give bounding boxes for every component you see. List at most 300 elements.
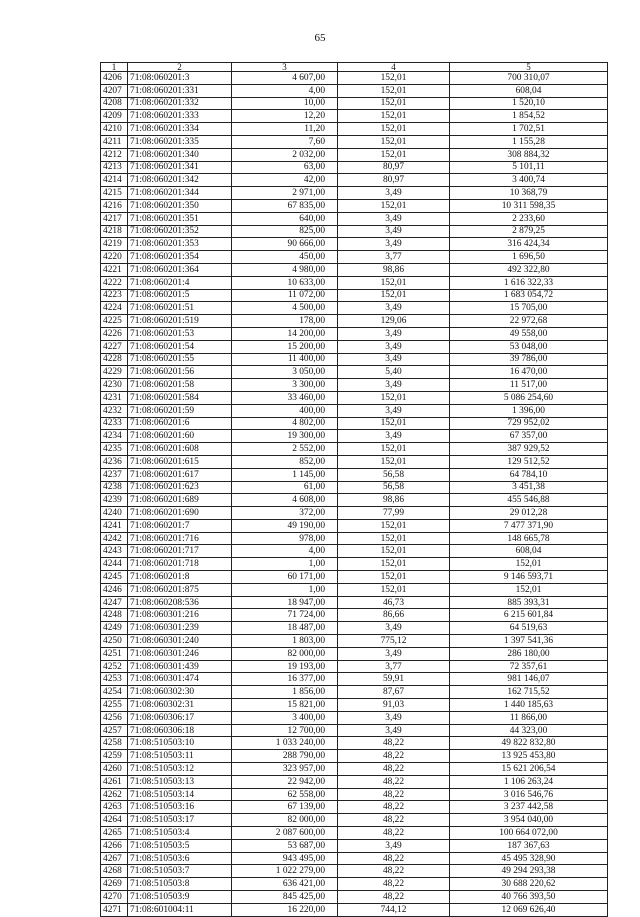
area-cell: 19 193,00: [232, 660, 338, 673]
cadastral-number-cell: 71:08:060201:690: [128, 507, 232, 520]
cadastral-number-cell: 71:08:060201:55: [128, 353, 232, 366]
value-cell: 492 322,80: [450, 263, 608, 276]
row-number-cell: 4216: [101, 199, 128, 212]
table-row: [101, 558, 608, 571]
area-cell: 82 000,00: [232, 647, 338, 660]
area-cell: 825,00: [232, 225, 338, 238]
cadastral-number-cell: 71:08:060302:30: [128, 686, 232, 699]
area-cell: 71 724,00: [232, 609, 338, 622]
area-cell: 323 957,00: [232, 763, 338, 776]
cadastral-number-cell: 71:08:510503:16: [128, 801, 232, 814]
rate-cell: 48,22: [338, 801, 450, 814]
area-cell: 2 087 600,00: [232, 827, 338, 840]
row-number-cell: 4222: [101, 276, 128, 289]
rate-cell: 46,73: [338, 596, 450, 609]
value-cell: 67 357,00: [450, 430, 608, 443]
row-number-cell: 4210: [101, 123, 128, 136]
cadastral-number-cell: 71:08:060201:623: [128, 481, 232, 494]
cadastral-number-cell: 71:08:060201:350: [128, 199, 232, 212]
table-row: [101, 519, 608, 532]
area-cell: 53 687,00: [232, 839, 338, 852]
area-cell: 67 835,00: [232, 199, 338, 212]
row-number-cell: 4249: [101, 622, 128, 635]
rate-cell: 152,01: [338, 135, 450, 148]
area-cell: 18 947,00: [232, 596, 338, 609]
area-cell: 2 971,00: [232, 187, 338, 200]
row-number-cell: 4229: [101, 366, 128, 379]
table-row: [101, 404, 608, 417]
area-cell: 372,00: [232, 507, 338, 520]
table-row: [101, 852, 608, 865]
value-cell: 1 616 322,33: [450, 276, 608, 289]
rate-cell: 48,22: [338, 737, 450, 750]
rate-cell: 48,22: [338, 763, 450, 776]
table-row: [101, 583, 608, 596]
row-number-cell: 4217: [101, 212, 128, 225]
rate-cell: 86,66: [338, 609, 450, 622]
area-cell: 14 200,00: [232, 327, 338, 340]
rate-cell: 87,67: [338, 686, 450, 699]
cadastral-number-cell: 71:08:060201:5: [128, 289, 232, 302]
rate-cell: 91,03: [338, 699, 450, 712]
row-number-cell: 4243: [101, 545, 128, 558]
area-cell: 2 032,00: [232, 148, 338, 161]
area-cell: 978,00: [232, 532, 338, 545]
table-row: [101, 225, 608, 238]
cadastral-number-cell: 71:08:060201:6: [128, 417, 232, 430]
area-cell: 845 425,00: [232, 891, 338, 904]
area-cell: 16 377,00: [232, 673, 338, 686]
table-row: [101, 814, 608, 827]
area-cell: 852,00: [232, 455, 338, 468]
rate-cell: 744,12: [338, 903, 450, 916]
rate-cell: 48,22: [338, 750, 450, 763]
area-cell: 49 190,00: [232, 519, 338, 532]
table-row: [101, 878, 608, 891]
area-cell: 1 022 279,00: [232, 865, 338, 878]
rate-cell: 152,01: [338, 391, 450, 404]
row-number-cell: 4263: [101, 801, 128, 814]
rate-cell: 77,99: [338, 507, 450, 520]
value-cell: 455 546,88: [450, 494, 608, 507]
table-row: [101, 481, 608, 494]
value-cell: 608,04: [450, 84, 608, 97]
area-cell: 62 558,00: [232, 788, 338, 801]
rate-cell: 152,01: [338, 417, 450, 430]
rate-cell: 152,01: [338, 72, 450, 85]
value-cell: 22 972,68: [450, 315, 608, 328]
row-number-cell: 4220: [101, 251, 128, 264]
table-row: [101, 199, 608, 212]
rate-cell: 3,49: [338, 404, 450, 417]
area-cell: 640,00: [232, 212, 338, 225]
rate-cell: 80,97: [338, 174, 450, 187]
area-cell: 943 495,00: [232, 852, 338, 865]
cadastral-number-cell: 71:08:060201:335: [128, 135, 232, 148]
row-number-cell: 4254: [101, 686, 128, 699]
value-cell: 3 451,38: [450, 481, 608, 494]
table-row: [101, 699, 608, 712]
table-row: [101, 123, 608, 136]
area-cell: 90 666,00: [232, 238, 338, 251]
row-number-cell: 4214: [101, 174, 128, 187]
value-cell: 100 664 072,00: [450, 827, 608, 840]
cadastral-number-cell: 71:08:510503:4: [128, 827, 232, 840]
value-cell: 1 440 185,63: [450, 699, 608, 712]
row-number-cell: 4258: [101, 737, 128, 750]
value-cell: 1 106 263,24: [450, 775, 608, 788]
table-row: [101, 609, 608, 622]
cadastral-number-cell: 71:08:060301:240: [128, 635, 232, 648]
cadastral-number-cell: 71:08:060201:59: [128, 404, 232, 417]
table-row: [101, 647, 608, 660]
area-cell: 61,00: [232, 481, 338, 494]
cadastral-number-cell: 71:08:060201:331: [128, 84, 232, 97]
cadastral-number-cell: 71:08:060201:334: [128, 123, 232, 136]
rate-cell: 129,06: [338, 315, 450, 328]
cadastral-number-cell: 71:08:060201:364: [128, 263, 232, 276]
value-cell: 316 424,34: [450, 238, 608, 251]
cadastral-number-cell: 71:08:060201:4: [128, 276, 232, 289]
value-cell: 9 146 593,71: [450, 571, 608, 584]
value-cell: 1 683 054,72: [450, 289, 608, 302]
cadastral-number-cell: 71:08:510503:7: [128, 865, 232, 878]
cadastral-number-cell: 71:08:060306:18: [128, 724, 232, 737]
row-number-cell: 4235: [101, 443, 128, 456]
rate-cell: 152,01: [338, 97, 450, 110]
cadastral-number-cell: 71:08:060201:342: [128, 174, 232, 187]
table-row: [101, 724, 608, 737]
table-row: [101, 839, 608, 852]
cadastral-number-cell: 71:08:060301:439: [128, 660, 232, 673]
table-row: [101, 865, 608, 878]
cadastral-number-cell: 71:08:060201:584: [128, 391, 232, 404]
table-row: [101, 238, 608, 251]
table-row: [101, 391, 608, 404]
cadastral-number-cell: 71:08:060201:60: [128, 430, 232, 443]
area-cell: 11,20: [232, 123, 338, 136]
value-cell: 187 367,63: [450, 839, 608, 852]
value-cell: 885 393,31: [450, 596, 608, 609]
row-number-cell: 4207: [101, 84, 128, 97]
cadastral-number-cell: 71:08:060201:608: [128, 443, 232, 456]
row-number-cell: 4215: [101, 187, 128, 200]
row-number-cell: 4221: [101, 263, 128, 276]
rate-cell: 3,49: [338, 340, 450, 353]
row-number-cell: 4225: [101, 315, 128, 328]
table-header-row: [101, 63, 608, 72]
table-row: [101, 212, 608, 225]
rate-cell: 59,91: [338, 673, 450, 686]
page-number: 65: [314, 32, 326, 44]
rate-cell: 3,49: [338, 353, 450, 366]
table-row: [101, 353, 608, 366]
table-row: [101, 686, 608, 699]
rate-cell: 152,01: [338, 276, 450, 289]
rate-cell: 3,49: [338, 711, 450, 724]
value-cell: 11 517,00: [450, 379, 608, 392]
table-row: [101, 750, 608, 763]
value-cell: 162 715,52: [450, 686, 608, 699]
cadastral-number-cell: 71:08:060201:51: [128, 302, 232, 315]
table-row: [101, 571, 608, 584]
area-cell: 19 300,00: [232, 430, 338, 443]
row-number-cell: 4264: [101, 814, 128, 827]
table-row: [101, 276, 608, 289]
cadastral-number-cell: 71:08:060301:216: [128, 609, 232, 622]
table-row: [101, 148, 608, 161]
row-number-cell: 4208: [101, 97, 128, 110]
row-number-cell: 4241: [101, 519, 128, 532]
table-row: [101, 903, 608, 916]
area-cell: 60 171,00: [232, 571, 338, 584]
value-cell: 5 086 254,60: [450, 391, 608, 404]
rate-cell: 152,01: [338, 443, 450, 456]
value-cell: 387 929,52: [450, 443, 608, 456]
row-number-cell: 4261: [101, 775, 128, 788]
row-number-cell: 4211: [101, 135, 128, 148]
table-row: [101, 340, 608, 353]
rate-cell: 3,49: [338, 225, 450, 238]
area-cell: 10,00: [232, 97, 338, 110]
table-row: [101, 494, 608, 507]
area-cell: 4 980,00: [232, 263, 338, 276]
rate-cell: 98,86: [338, 263, 450, 276]
value-cell: 3 016 546,76: [450, 788, 608, 801]
rate-cell: 3,49: [338, 327, 450, 340]
row-number-cell: 4213: [101, 161, 128, 174]
rate-cell: 48,22: [338, 865, 450, 878]
value-cell: 3 400,74: [450, 174, 608, 187]
table-row: [101, 660, 608, 673]
row-number-cell: 4256: [101, 711, 128, 724]
value-cell: 1 702,51: [450, 123, 608, 136]
rate-cell: 3,49: [338, 212, 450, 225]
value-cell: 49 558,00: [450, 327, 608, 340]
value-cell: 39 786,00: [450, 353, 608, 366]
table-row: [101, 507, 608, 520]
table-row: [101, 72, 608, 85]
value-cell: 1 854,52: [450, 110, 608, 123]
column-header: 4: [338, 63, 450, 72]
area-cell: 42,00: [232, 174, 338, 187]
row-number-cell: 4262: [101, 788, 128, 801]
cadastral-number-cell: 71:08:060201:332: [128, 97, 232, 110]
value-cell: 5 101,11: [450, 161, 608, 174]
rate-cell: 56,58: [338, 468, 450, 481]
area-cell: 1 145,00: [232, 468, 338, 481]
row-number-cell: 4251: [101, 647, 128, 660]
table-row: [101, 443, 608, 456]
row-number-cell: 4246: [101, 583, 128, 596]
cadastral-number-cell: 71:08:060301:239: [128, 622, 232, 635]
rate-cell: 152,01: [338, 148, 450, 161]
rate-cell: 152,01: [338, 532, 450, 545]
cadastral-number-cell: 71:08:060306:17: [128, 711, 232, 724]
value-cell: 729 952,02: [450, 417, 608, 430]
row-number-cell: 4247: [101, 596, 128, 609]
value-cell: 45 495 328,90: [450, 852, 608, 865]
cadastral-number-cell: 71:08:060201:3: [128, 72, 232, 85]
row-number-cell: 4227: [101, 340, 128, 353]
area-cell: 67 139,00: [232, 801, 338, 814]
cadastral-number-cell: 71:08:510503:6: [128, 852, 232, 865]
rate-cell: 3,49: [338, 379, 450, 392]
area-cell: 82 000,00: [232, 814, 338, 827]
cadastral-number-cell: 71:08:060201:717: [128, 545, 232, 558]
table-row: [101, 635, 608, 648]
value-cell: 1 696,50: [450, 251, 608, 264]
table-row: [101, 289, 608, 302]
row-number-cell: 4248: [101, 609, 128, 622]
rate-cell: 3,49: [338, 839, 450, 852]
table-row: [101, 379, 608, 392]
rate-cell: 152,01: [338, 84, 450, 97]
value-cell: 3 954 040,00: [450, 814, 608, 827]
table-row: [101, 110, 608, 123]
value-cell: 13 925 453,80: [450, 750, 608, 763]
cadastral-number-cell: 71:08:060201:53: [128, 327, 232, 340]
value-cell: 286 180,00: [450, 647, 608, 660]
area-cell: 11 400,00: [232, 353, 338, 366]
cadastral-number-cell: 71:08:060201:689: [128, 494, 232, 507]
cadastral-number-cell: 71:08:510503:13: [128, 775, 232, 788]
rate-cell: 775,12: [338, 635, 450, 648]
area-cell: 33 460,00: [232, 391, 338, 404]
value-cell: 72 357,61: [450, 660, 608, 673]
rate-cell: 80,97: [338, 161, 450, 174]
row-number-cell: 4250: [101, 635, 128, 648]
value-cell: 152,01: [450, 583, 608, 596]
area-cell: 12 700,00: [232, 724, 338, 737]
area-cell: 1 856,00: [232, 686, 338, 699]
table-row: [101, 532, 608, 545]
area-cell: 16 220,00: [232, 903, 338, 916]
value-cell: 64 784,10: [450, 468, 608, 481]
rate-cell: 152,01: [338, 519, 450, 532]
area-cell: 4 607,00: [232, 72, 338, 85]
rate-cell: 152,01: [338, 571, 450, 584]
value-cell: 29 012,28: [450, 507, 608, 520]
row-number-cell: 4257: [101, 724, 128, 737]
area-cell: 3 300,00: [232, 379, 338, 392]
area-cell: 15 200,00: [232, 340, 338, 353]
cadastral-number-cell: 71:08:060201:351: [128, 212, 232, 225]
row-number-cell: 4271: [101, 903, 128, 916]
column-header: 1: [101, 63, 128, 72]
column-header: 3: [232, 63, 338, 72]
row-number-cell: 4242: [101, 532, 128, 545]
cadastral-number-cell: 71:08:060201:8: [128, 571, 232, 584]
table-body: [101, 63, 608, 917]
cadastral-number-cell: 71:08:060201:352: [128, 225, 232, 238]
value-cell: 16 470,00: [450, 366, 608, 379]
table-row: [101, 827, 608, 840]
rate-cell: 48,22: [338, 788, 450, 801]
value-cell: 3 237 442,58: [450, 801, 608, 814]
value-cell: 64 519,63: [450, 622, 608, 635]
row-number-cell: 4209: [101, 110, 128, 123]
cadastral-number-cell: 71:08:060201:718: [128, 558, 232, 571]
row-number-cell: 4226: [101, 327, 128, 340]
area-cell: 1,00: [232, 558, 338, 571]
value-cell: 40 766 393,50: [450, 891, 608, 904]
row-number-cell: 4267: [101, 852, 128, 865]
value-cell: 981 146,07: [450, 673, 608, 686]
rate-cell: 3,49: [338, 302, 450, 315]
value-cell: 53 048,00: [450, 340, 608, 353]
rate-cell: 48,22: [338, 827, 450, 840]
cadastral-number-cell: 71:08:510503:5: [128, 839, 232, 852]
row-number-cell: 4255: [101, 699, 128, 712]
column-header: 2: [128, 63, 232, 72]
rate-cell: 3,49: [338, 622, 450, 635]
area-cell: 450,00: [232, 251, 338, 264]
table-row: [101, 174, 608, 187]
value-cell: 15 705,00: [450, 302, 608, 315]
area-cell: 22 942,00: [232, 775, 338, 788]
value-cell: 1 155,28: [450, 135, 608, 148]
cadastral-number-cell: 71:08:510503:12: [128, 763, 232, 776]
row-number-cell: 4228: [101, 353, 128, 366]
rate-cell: 3,77: [338, 660, 450, 673]
cadastral-number-cell: 71:08:060201:340: [128, 148, 232, 161]
rate-cell: 3,49: [338, 430, 450, 443]
table-row: [101, 891, 608, 904]
value-cell: 30 688 220,62: [450, 878, 608, 891]
rate-cell: 48,22: [338, 814, 450, 827]
row-number-cell: 4231: [101, 391, 128, 404]
value-cell: 49 822 832,80: [450, 737, 608, 750]
table-row: [101, 775, 608, 788]
area-cell: 1 033 240,00: [232, 737, 338, 750]
cadastral-number-cell: 71:08:060201:54: [128, 340, 232, 353]
table-row: [101, 596, 608, 609]
row-number-cell: 4238: [101, 481, 128, 494]
area-cell: 4 608,00: [232, 494, 338, 507]
area-cell: 288 790,00: [232, 750, 338, 763]
row-number-cell: 4269: [101, 878, 128, 891]
row-number-cell: 4252: [101, 660, 128, 673]
value-cell: 12 069 626,40: [450, 903, 608, 916]
row-number-cell: 4240: [101, 507, 128, 520]
cadastral-number-cell: 71:08:060201:341: [128, 161, 232, 174]
row-number-cell: 4244: [101, 558, 128, 571]
rate-cell: 56,58: [338, 481, 450, 494]
row-number-cell: 4259: [101, 750, 128, 763]
rate-cell: 152,01: [338, 545, 450, 558]
table-row: [101, 788, 608, 801]
row-number-cell: 4270: [101, 891, 128, 904]
rate-cell: 152,01: [338, 289, 450, 302]
table-row: [101, 302, 608, 315]
column-header: 5: [450, 63, 608, 72]
cadastral-number-cell: 71:08:060201:344: [128, 187, 232, 200]
cadastral-number-cell: 71:08:060201:58: [128, 379, 232, 392]
value-cell: 152,01: [450, 558, 608, 571]
area-cell: 400,00: [232, 404, 338, 417]
cadastral-number-cell: 71:08:060201:615: [128, 455, 232, 468]
table-row: [101, 251, 608, 264]
area-cell: 1 803,00: [232, 635, 338, 648]
row-number-cell: 4253: [101, 673, 128, 686]
row-number-cell: 4245: [101, 571, 128, 584]
row-number-cell: 4236: [101, 455, 128, 468]
row-number-cell: 4224: [101, 302, 128, 315]
value-cell: 148 665,78: [450, 532, 608, 545]
cadastral-number-cell: 71:08:510503:17: [128, 814, 232, 827]
area-cell: 4 802,00: [232, 417, 338, 430]
